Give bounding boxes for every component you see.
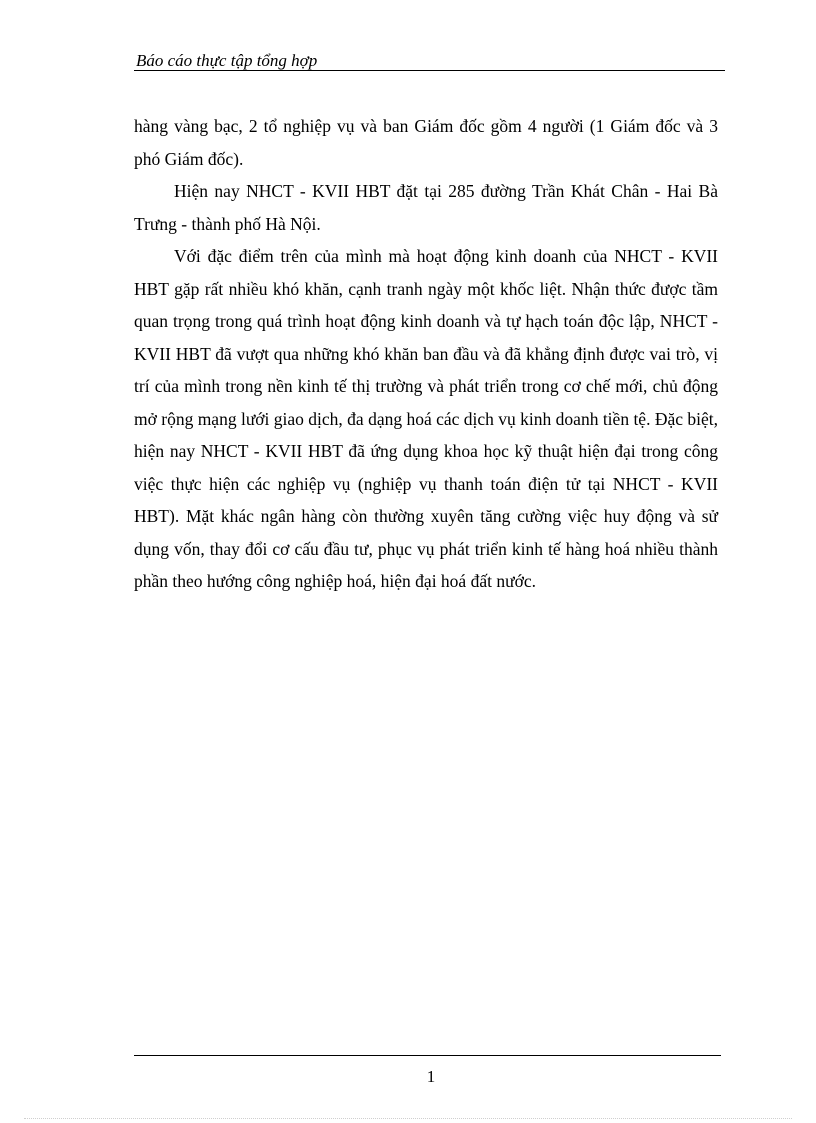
paragraph-business-activities: Với đặc điểm trên của mình mà hoạt động kinh doanh của NHCT - KVII HBT gặp rất nhiều khó khăn, cạnh tranh ngày một khốc liệt. Nhận thức được tầm quan trọng trong quá trình hoạt động kinh doanh và tự hạch toán độc lập, NHCT - KVII HBT đã vượt qua những khó khăn ban đầu và đã khẳng định được vai trò, vị trí của mình trong nền kinh tế thị trường và phát triển trong cơ chế mới, chủ động mở rộng mạng lưới giao dịch, đa dạng hoá các dịch vụ kinh doanh tiền tệ. Đặc biệt, hiện nay NHCT - KVII HBT đã ứng dụng khoa học kỹ thuật hiện đại trong công việc thực hiện các nghiệp vụ (nghiệp vụ thanh toán điện tử tại NHCT - KVII HBT). Mặt khác ngân hàng còn thường xuyên tăng cường việc huy động và sử dụng vốn, thay đổi cơ cấu đầu tư, phục vụ phát triển kinh tế hàng hoá nhiều thành phần theo hướng công nghiệp hoá, hiện đại hoá đất nước. [134, 246, 718, 591]
page-header [134, 50, 725, 71]
page-edge-divider [24, 1118, 792, 1119]
paragraph-address: Hiện nay NHCT - KVII HBT đặt tại 285 đường Trần Khát Chân - Hai Bà Trưng - thành phố Hà Nội. [134, 181, 718, 234]
paragraph-continuation: hàng vàng bạc, 2 tổ nghiệp vụ và ban Giám đốc gồm 4 người (1 Giám đốc và 3 phó Giám đốc). [134, 116, 718, 169]
footer-divider [134, 1055, 721, 1056]
document-body [134, 110, 718, 598]
page-number: 1 [426, 1067, 436, 1086]
header-title: Báo cáo thực tập tổng hợp [136, 51, 318, 70]
